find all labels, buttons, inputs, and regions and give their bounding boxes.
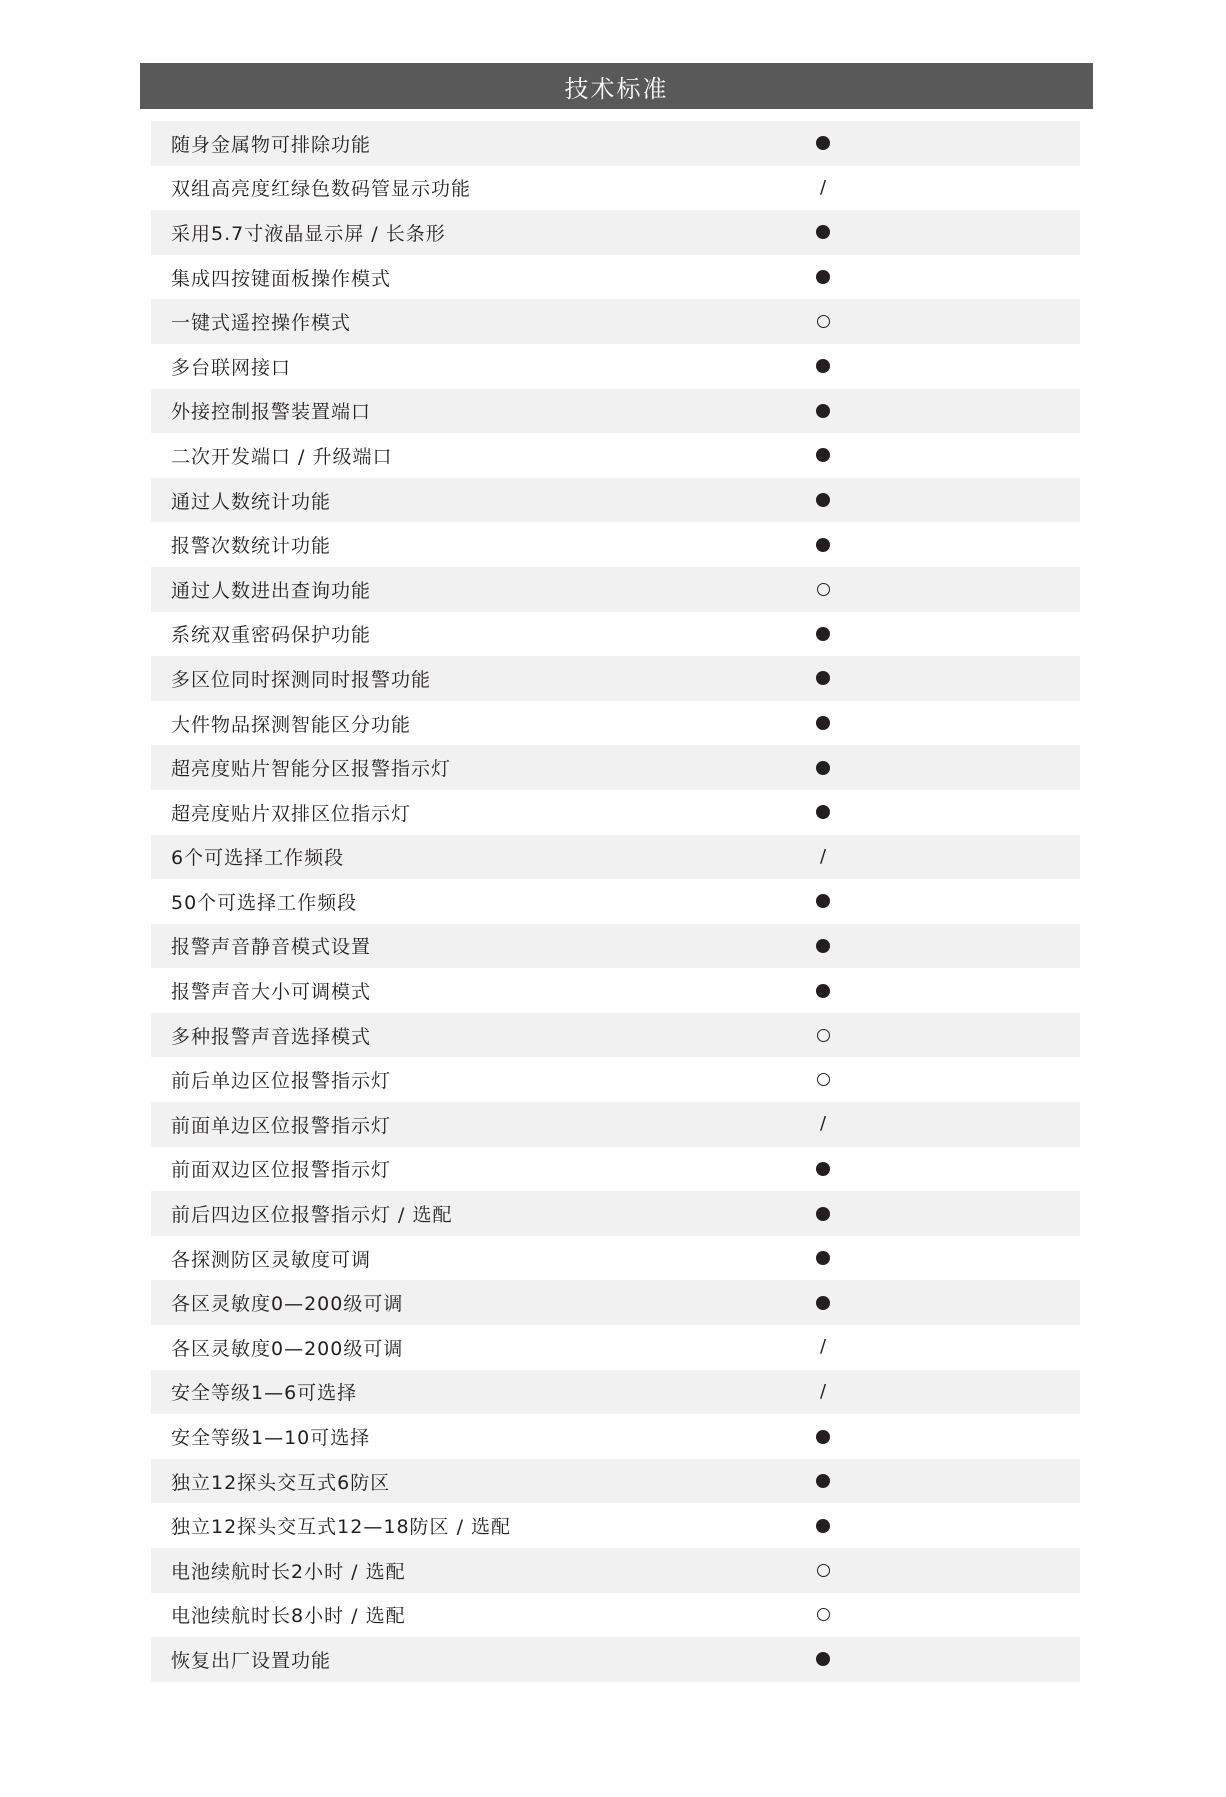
filled-dot-icon <box>811 1425 835 1449</box>
feature-label: 超亮度贴片双排区位指示灯 <box>171 802 412 825</box>
feature-label: 前后四边区位报警指示灯 / 选配 <box>171 1204 453 1227</box>
feature-label: 采用5.7寸液晶显示屏 / 长条形 <box>171 222 446 245</box>
feature-label: 报警声音静音模式设置 <box>171 936 372 959</box>
slash-mark: / <box>819 1336 827 1358</box>
feature-label: 6个可选择工作频段 <box>171 847 345 870</box>
feature-label: 多区位同时探测同时报警功能 <box>171 668 432 691</box>
table-row <box>151 255 1080 300</box>
filled-dot-icon <box>811 711 835 735</box>
table-row <box>151 1102 1080 1147</box>
table-row <box>151 1057 1080 1102</box>
filled-dot-icon <box>811 488 835 512</box>
table-row <box>151 1637 1080 1682</box>
feature-label: 50个可选择工作频段 <box>171 891 358 914</box>
feature-label: 二次开发端口 / 升级端口 <box>171 445 393 468</box>
filled-dot-icon <box>811 399 835 423</box>
spec-table <box>151 121 1080 1682</box>
filled-dot-icon <box>811 889 835 913</box>
slash-mark: / <box>819 845 827 867</box>
filled-dot-icon <box>811 1157 835 1181</box>
table-row <box>151 1013 1080 1058</box>
hollow-dot-icon <box>811 310 835 334</box>
table-row <box>151 1370 1080 1415</box>
table-header <box>140 63 1093 109</box>
table-row <box>151 121 1080 166</box>
table-row <box>151 1280 1080 1325</box>
filled-dot-icon <box>811 1647 835 1671</box>
feature-label: 前面双边区位报警指示灯 <box>171 1159 392 1182</box>
table-row <box>151 924 1080 969</box>
table-row <box>151 567 1080 612</box>
table-row <box>151 968 1080 1013</box>
table-row <box>151 1503 1080 1548</box>
feature-label: 外接控制报警装置端口 <box>171 401 372 424</box>
feature-label: 多台联网接口 <box>171 356 292 379</box>
table-row <box>151 656 1080 701</box>
feature-label: 恢复出厂设置功能 <box>171 1649 332 1672</box>
table-row <box>151 166 1080 211</box>
slash-mark: / <box>819 1113 827 1135</box>
filled-dot-icon <box>811 533 835 557</box>
feature-label: 超亮度贴片智能分区报警指示灯 <box>171 758 452 781</box>
table-row <box>151 344 1080 389</box>
table-row <box>151 1325 1080 1370</box>
table-row <box>151 1593 1080 1638</box>
feature-label: 各区灵敏度0—200级可调 <box>171 1293 404 1316</box>
table-row <box>151 433 1080 478</box>
feature-label: 双组高亮度红绿色数码管显示功能 <box>171 178 472 201</box>
feature-label: 前后单边区位报警指示灯 <box>171 1070 392 1093</box>
filled-dot-icon <box>811 1202 835 1226</box>
hollow-dot-icon <box>811 1023 835 1047</box>
feature-label: 报警声音大小可调模式 <box>171 981 372 1004</box>
hollow-dot-icon <box>811 1603 835 1627</box>
feature-label: 一键式遥控操作模式 <box>171 312 352 335</box>
table-row <box>151 701 1080 746</box>
feature-label: 安全等级1—6可选择 <box>171 1382 358 1405</box>
feature-label: 通过人数进出查询功能 <box>171 579 372 602</box>
table-row <box>151 1147 1080 1192</box>
table-row <box>151 612 1080 657</box>
table-row <box>151 1414 1080 1459</box>
filled-dot-icon <box>811 354 835 378</box>
feature-label: 大件物品探测智能区分功能 <box>171 713 412 736</box>
filled-dot-icon <box>811 934 835 958</box>
filled-dot-icon <box>811 1469 835 1493</box>
table-row <box>151 1191 1080 1236</box>
feature-label: 安全等级1—10可选择 <box>171 1427 371 1450</box>
slash-mark: / <box>819 176 827 198</box>
spec-sheet <box>140 63 1093 1682</box>
feature-label: 独立12探头交互式12—18防区 / 选配 <box>171 1516 512 1539</box>
filled-dot-icon <box>811 131 835 155</box>
filled-dot-icon <box>811 756 835 780</box>
table-row <box>151 1236 1080 1281</box>
feature-label: 独立12探头交互式6防区 <box>171 1471 391 1494</box>
table-row <box>151 790 1080 835</box>
feature-label: 电池续航时长2小时 / 选配 <box>171 1560 406 1583</box>
table-row <box>151 210 1080 255</box>
hollow-dot-icon <box>811 1558 835 1582</box>
table-row <box>151 835 1080 880</box>
table-row <box>151 299 1080 344</box>
table-row <box>151 478 1080 523</box>
filled-dot-icon <box>811 622 835 646</box>
slash-mark: / <box>819 1380 827 1402</box>
feature-label: 通过人数统计功能 <box>171 490 332 513</box>
filled-dot-icon <box>811 443 835 467</box>
feature-label: 前面单边区位报警指示灯 <box>171 1114 392 1137</box>
filled-dot-icon <box>811 1514 835 1538</box>
filled-dot-icon <box>811 265 835 289</box>
feature-label: 系统双重密码保护功能 <box>171 624 372 647</box>
filled-dot-icon <box>811 1291 835 1315</box>
feature-label: 电池续航时长8小时 / 选配 <box>171 1605 406 1628</box>
feature-label: 随身金属物可排除功能 <box>171 133 372 156</box>
table-title: 技术标准 <box>564 74 669 103</box>
feature-label: 多种报警声音选择模式 <box>171 1025 372 1048</box>
filled-dot-icon <box>811 220 835 244</box>
table-row <box>151 879 1080 924</box>
table-row <box>151 1548 1080 1593</box>
filled-dot-icon <box>811 800 835 824</box>
hollow-dot-icon <box>811 577 835 601</box>
feature-label: 集成四按键面板操作模式 <box>171 267 392 290</box>
filled-dot-icon <box>811 979 835 1003</box>
feature-label: 各探测防区灵敏度可调 <box>171 1248 372 1271</box>
table-row <box>151 389 1080 434</box>
table-row <box>151 522 1080 567</box>
feature-label: 各区灵敏度0—200级可调 <box>171 1337 404 1360</box>
filled-dot-icon <box>811 666 835 690</box>
hollow-dot-icon <box>811 1068 835 1092</box>
filled-dot-icon <box>811 1246 835 1270</box>
table-row <box>151 1459 1080 1504</box>
feature-label: 报警次数统计功能 <box>171 535 332 558</box>
table-row <box>151 745 1080 790</box>
